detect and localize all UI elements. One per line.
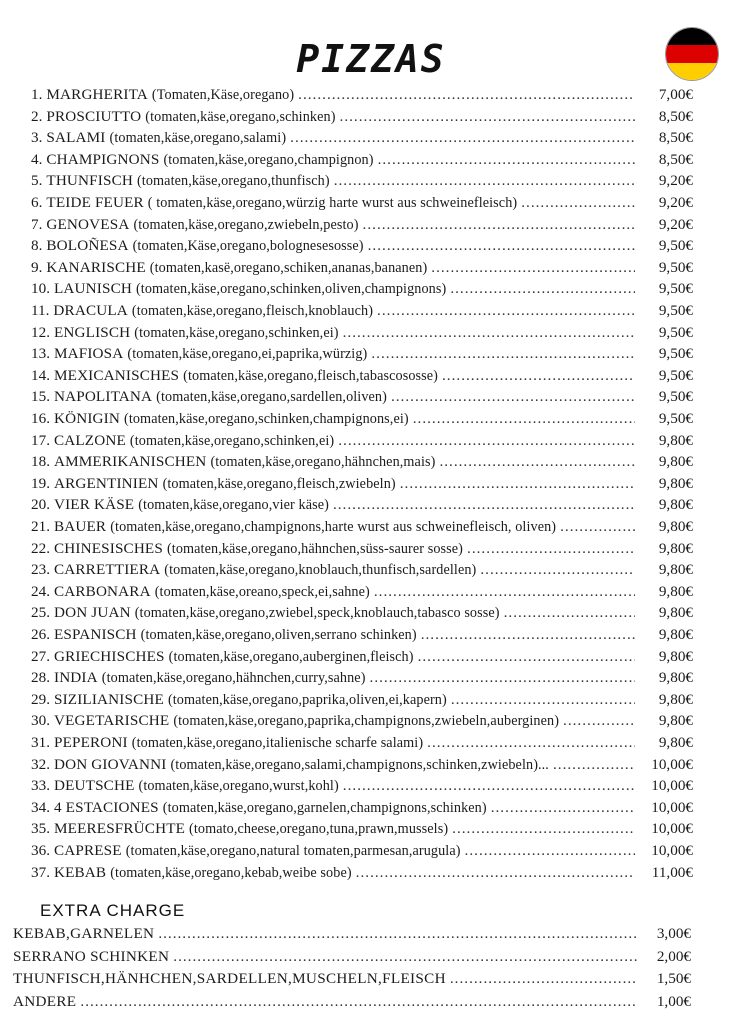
menu-item-description: (tomaten,käse,oregano,auberginen,fleisch) bbox=[168, 648, 414, 665]
dot-leader bbox=[421, 624, 635, 645]
menu-item bbox=[31, 430, 693, 451]
menu-item-number: 13. bbox=[31, 345, 50, 363]
menu-item-number: 12. bbox=[31, 323, 50, 341]
menu-item-price: 8,50€ bbox=[658, 129, 693, 147]
menu-item-name: BAUER bbox=[53, 518, 107, 535]
menu-item-price: 8,50€ bbox=[658, 107, 693, 125]
menu-item-price: 9,80€ bbox=[658, 626, 693, 643]
menu-item-price: 9,80€ bbox=[658, 647, 693, 665]
dot-leader bbox=[290, 127, 635, 148]
menu-item bbox=[31, 322, 693, 343]
menu-item-name: DON JUAN bbox=[53, 604, 131, 622]
menu-item-name: CARRETTIERA bbox=[53, 561, 161, 579]
menu-item-name: ARGENTINIEN bbox=[53, 474, 159, 492]
menu-item-name: 4 ESTACIONES bbox=[53, 798, 159, 816]
menu-item-number: 26. bbox=[31, 626, 50, 643]
extra-charge-price: 2,00€ bbox=[656, 947, 691, 965]
menu-item-description: (tomaten,käse,oregano,salami) bbox=[109, 130, 287, 147]
dot-leader bbox=[553, 754, 635, 775]
menu-item bbox=[31, 192, 693, 213]
dot-leader bbox=[338, 430, 635, 451]
menu-item-price: 10,00€ bbox=[651, 798, 693, 816]
menu-item bbox=[31, 386, 693, 407]
menu-item-number: 14. bbox=[31, 366, 50, 384]
menu-item-number: 7. bbox=[31, 215, 43, 233]
menu-item-name: AMMERIKANISCHEN bbox=[53, 453, 207, 471]
menu-item-name: DRACULA bbox=[53, 302, 128, 319]
menu-item bbox=[31, 818, 693, 839]
menu-item-number: 32. bbox=[31, 755, 50, 773]
menu-item-description: (tomaten,käse,oregano,wurst,kohl) bbox=[138, 778, 339, 795]
menu-item bbox=[31, 473, 693, 494]
menu-item bbox=[31, 149, 693, 170]
flag-stripe-red bbox=[666, 45, 718, 62]
dot-leader bbox=[377, 300, 635, 321]
menu-item-description: (tomaten,käse,oregano,champignons,harte wurst aus schweinefleisch, oliven) bbox=[110, 519, 557, 535]
menu-item bbox=[31, 106, 693, 127]
menu-item-price: 10,00€ bbox=[651, 777, 693, 795]
dot-leader bbox=[418, 646, 635, 667]
menu-item-price: 10,00€ bbox=[651, 820, 693, 838]
menu-item-number: 27. bbox=[31, 647, 50, 665]
dot-leader bbox=[343, 322, 635, 343]
menu-item-price: 9,80€ bbox=[658, 604, 693, 622]
menu-item-name: LAUNISCH bbox=[53, 280, 132, 298]
extra-charge-price: 3,00€ bbox=[656, 925, 691, 942]
menu-item-description: (tomaten,Käse,oregano,bolognesesosse) bbox=[132, 238, 364, 255]
menu-item-name: GENOVESA bbox=[46, 215, 130, 233]
menu-item-price: 9,80€ bbox=[658, 474, 693, 492]
page-title: PIZZAS bbox=[296, 37, 446, 81]
menu-item-name: ENGLISCH bbox=[53, 323, 131, 341]
menu-item-number: 31. bbox=[31, 734, 50, 751]
menu-item-price: 9,80€ bbox=[658, 712, 693, 730]
menu-item-price: 9,80€ bbox=[658, 431, 693, 449]
menu-item-name: KANARISCHE bbox=[46, 258, 146, 276]
menu-item-name: MARGHERITA bbox=[46, 86, 148, 103]
menu-item bbox=[31, 581, 693, 602]
menu-item-description: (tomaten,käse,oregano,schinken,ei) bbox=[129, 432, 335, 449]
menu-item-price: 10,00€ bbox=[651, 755, 693, 773]
menu-item bbox=[31, 602, 693, 623]
menu-item-price: 9,50€ bbox=[658, 280, 693, 298]
extra-charge-item bbox=[13, 968, 691, 990]
menu-item-name: MEERESFRÜCHTE bbox=[53, 820, 186, 838]
dot-leader bbox=[427, 732, 635, 753]
menu-item-name: CHINESISCHES bbox=[53, 539, 163, 557]
dot-leader bbox=[442, 365, 635, 386]
menu-item-description: (tomaten,käse,oregano,hähnchen,mais) bbox=[210, 454, 436, 471]
menu-item bbox=[31, 797, 693, 818]
extra-charge-item bbox=[13, 991, 691, 1013]
menu-item-price: 9,20€ bbox=[658, 194, 693, 211]
menu-item-number: 18. bbox=[31, 453, 50, 471]
menu-item-description: (tomaten,käse,oregano,sardellen,oliven) bbox=[156, 389, 387, 406]
menu-item-description: (tomaten,käse,oregano,ei,paprika,würzig) bbox=[127, 346, 368, 363]
flag-stripe-black bbox=[666, 28, 718, 45]
menu-item bbox=[31, 732, 693, 753]
menu-item-name: NAPOLITANA bbox=[53, 388, 153, 406]
menu-item-number: 1. bbox=[31, 86, 43, 103]
menu-item-price: 8,50€ bbox=[658, 150, 693, 168]
extra-charge-title: EXTRA CHARGE bbox=[40, 901, 186, 920]
menu-item-name: KEBAB bbox=[53, 863, 107, 881]
menu-item-description: (tomaten,käse,oregano,schinken,ei) bbox=[134, 324, 339, 341]
menu-item-name: THUNFISCH bbox=[46, 172, 133, 190]
extra-charge-item bbox=[13, 946, 691, 968]
menu-item-name: CALZONE bbox=[53, 431, 126, 449]
menu-item-name: TEIDE FEUER bbox=[46, 194, 144, 211]
menu-item-price: 9,80€ bbox=[658, 690, 693, 708]
germany-flag-icon bbox=[665, 27, 719, 81]
menu-item bbox=[31, 278, 693, 299]
dot-leader bbox=[371, 343, 635, 364]
menu-item bbox=[31, 343, 693, 364]
menu-item-name: CARBONARA bbox=[53, 582, 151, 600]
dot-leader bbox=[378, 149, 635, 170]
menu-item-price: 9,50€ bbox=[658, 388, 693, 406]
menu-item-price: 9,80€ bbox=[658, 496, 693, 514]
extra-charge-price: 1,50€ bbox=[656, 970, 691, 987]
menu-item bbox=[31, 624, 693, 645]
menu-item-description: (tomaten,käse,oregano,fleisch,knoblauch) bbox=[131, 303, 374, 319]
menu-item-number: 36. bbox=[31, 842, 50, 859]
extra-charge-label: THUNFISCH,HÄNHCHEN,SARDELLEN,MUSCHELN,FLEISCH bbox=[13, 970, 446, 987]
menu-item-description: (tomaten,käse,oregano,fleisch,tabascososse) bbox=[183, 367, 438, 384]
menu-item-description: (tomaten,käse,oregano,hähnchen,curry,sahne) bbox=[101, 670, 366, 687]
menu-item-price: 9,20€ bbox=[658, 215, 693, 233]
extra-charge-label: KEBAB,GARNELEN bbox=[13, 925, 155, 942]
menu-item-price: 9,80€ bbox=[658, 669, 693, 687]
menu-item-name: PEPERONI bbox=[53, 734, 128, 751]
menu-item-description: (tomaten,käse,oregano,natural tomaten,parmesan,arugula) bbox=[125, 843, 461, 859]
dot-leader bbox=[465, 840, 635, 861]
menu-item bbox=[31, 516, 693, 537]
menu-item-number: 21. bbox=[31, 518, 50, 535]
dot-leader bbox=[439, 451, 635, 472]
menu-item bbox=[31, 408, 693, 429]
menu-item-price: 10,00€ bbox=[651, 842, 693, 859]
menu-item-price: 9,50€ bbox=[658, 345, 693, 363]
menu-item-description: (Tomaten,Käse,oregano) bbox=[151, 87, 295, 103]
menu-item-name: DEUTSCHE bbox=[53, 777, 135, 795]
menu-item-number: 4. bbox=[31, 150, 43, 168]
dot-leader bbox=[340, 106, 635, 127]
dot-leader bbox=[563, 710, 635, 731]
menu-item-description: ( tomaten,käse,oregano,würzig harte wurst aus schweinefleisch) bbox=[147, 195, 518, 211]
menu-item-description: (tomaten,käse,oregano,schinken,champignons,ei) bbox=[124, 411, 409, 427]
dot-leader bbox=[343, 775, 635, 796]
dot-leader bbox=[560, 516, 635, 537]
menu-item-price: 9,50€ bbox=[658, 258, 693, 276]
menu-item-description: (tomaten,käse,oregano,oliven,serrano schinken) bbox=[140, 627, 417, 643]
menu-item-number: 11. bbox=[31, 302, 50, 319]
menu-item-price: 9,50€ bbox=[658, 302, 693, 319]
menu-item-description: (tomaten,käse,oreano,speck,ei,sahne) bbox=[154, 583, 370, 600]
menu-item-number: 33. bbox=[31, 777, 50, 795]
menu-item bbox=[31, 559, 693, 580]
menu-item-price: 9,50€ bbox=[658, 410, 693, 427]
dot-leader bbox=[374, 581, 635, 602]
menu-item-number: 30. bbox=[31, 712, 50, 730]
menu-item bbox=[31, 646, 693, 667]
dot-leader bbox=[333, 494, 635, 515]
menu-item-description: (tomaten,käse,oregano,fleisch,zwiebeln) bbox=[162, 475, 396, 492]
menu-item-name: CHAMPIGNONS bbox=[46, 150, 160, 168]
menu-item-description: (tomaten,käse,oregano,garnelen,champignons,schinken) bbox=[162, 799, 487, 816]
menu-item bbox=[31, 235, 693, 256]
menu-item-number: 6. bbox=[31, 194, 43, 211]
dot-leader bbox=[370, 667, 635, 688]
menu-item bbox=[31, 862, 693, 883]
menu-item-number: 8. bbox=[31, 237, 43, 255]
dot-leader bbox=[356, 862, 635, 883]
menu-item bbox=[31, 214, 693, 235]
menu-item-description: (tomaten,käse,oregano,kebab,weibe sobe) bbox=[110, 864, 352, 881]
dot-leader bbox=[413, 408, 635, 429]
dot-leader bbox=[521, 192, 635, 213]
menu-item-price: 11,00€ bbox=[651, 863, 693, 881]
menu-item bbox=[31, 127, 693, 148]
menu-item-number: 24. bbox=[31, 582, 50, 600]
menu-item-description: (tomaten,käse,oregano,thunfisch) bbox=[136, 173, 330, 190]
menu-item-description: (tomaten,käse,oregano,zwiebel,speck,knoblauch,tabasco sosse) bbox=[134, 605, 500, 622]
menu-item-price: 9,50€ bbox=[658, 323, 693, 341]
menu-item-description: (tomaten,kasë,oregano,schiken,ananas,bananen) bbox=[149, 259, 428, 276]
menu-item bbox=[31, 710, 693, 731]
menu-item-price: 9,80€ bbox=[658, 734, 693, 751]
dot-leader bbox=[334, 170, 635, 191]
menu-item-name: KÖNIGIN bbox=[53, 410, 120, 427]
menu-item-description: (tomaten,käse,oregano,schinken,oliven,champignons) bbox=[135, 281, 447, 298]
menu-item-number: 28. bbox=[31, 669, 50, 687]
menu-item-name: INDIA bbox=[53, 669, 98, 687]
menu-item-price: 7,00€ bbox=[658, 86, 693, 103]
menu-item-price: 9,80€ bbox=[658, 518, 693, 535]
menu-item-number: 37. bbox=[31, 863, 50, 881]
menu-item-price: 9,20€ bbox=[658, 172, 693, 190]
menu-item-name: PROSCIUTTO bbox=[46, 107, 142, 125]
dot-leader bbox=[391, 386, 635, 407]
menu-item-name: GRIECHISCHES bbox=[53, 647, 165, 665]
menu-item-price: 9,80€ bbox=[658, 561, 693, 579]
menu-item-name: ESPANISCH bbox=[53, 626, 137, 643]
menu-item-description: (tomato,cheese,oregano,tuna,prawn,mussels) bbox=[189, 821, 449, 838]
menu-item bbox=[31, 300, 693, 321]
dot-leader bbox=[363, 214, 635, 235]
menu-item-name: MEXICANISCHES bbox=[53, 366, 180, 384]
extra-charge-price: 1,00€ bbox=[656, 992, 691, 1010]
dot-leader bbox=[80, 991, 637, 1013]
menu-item-description: (tomaten,käse,oregano,champignon) bbox=[163, 151, 374, 168]
menu-item-number: 5. bbox=[31, 172, 43, 190]
dot-leader bbox=[480, 559, 635, 580]
dot-leader bbox=[467, 538, 635, 559]
menu-item-number: 10. bbox=[31, 280, 50, 298]
menu-item bbox=[31, 538, 693, 559]
menu-item-name: VEGETARISCHE bbox=[53, 712, 170, 730]
menu-item-description: (tomaten,käse,oregano,paprika,champignons,zwiebeln,auberginen) bbox=[173, 713, 560, 730]
extra-charge-label: SERRANO SCHINKEN bbox=[13, 947, 170, 965]
dot-leader bbox=[450, 968, 637, 990]
dot-leader bbox=[400, 473, 635, 494]
menu-item-number: 2. bbox=[31, 107, 43, 125]
menu-item-description: (tomaten,käse,oregano,italienische scharfe salami) bbox=[131, 735, 424, 751]
menu-item bbox=[31, 451, 693, 472]
menu-item-name: SIZILIANISCHE bbox=[53, 690, 164, 708]
dot-leader bbox=[450, 278, 635, 299]
menu-item bbox=[31, 84, 693, 105]
menu-item-number: 15. bbox=[31, 388, 50, 406]
menu-item bbox=[31, 170, 693, 191]
extra-charge-item bbox=[13, 923, 691, 945]
menu-item-number: 19. bbox=[31, 474, 50, 492]
dot-leader bbox=[431, 257, 635, 278]
menu-item-number: 35. bbox=[31, 820, 50, 838]
menu-item-number: 9. bbox=[31, 258, 43, 276]
menu-item-description: (tomaten,käse,oregano,zwiebeln,pesto) bbox=[133, 216, 359, 233]
menu-item-number: 25. bbox=[31, 604, 50, 622]
menu-item-price: 9,80€ bbox=[658, 539, 693, 557]
dot-leader bbox=[368, 235, 635, 256]
menu-item-number: 23. bbox=[31, 561, 50, 579]
menu-item-name: BOLOÑESA bbox=[46, 237, 129, 255]
menu-item-description: (tomaten,käse,oregano,salami,champignons,schinken,zwiebeln)... bbox=[170, 756, 549, 773]
dot-leader bbox=[451, 689, 635, 710]
menu-item bbox=[31, 775, 693, 796]
menu-item bbox=[31, 689, 693, 710]
dot-leader bbox=[504, 602, 635, 623]
menu-item-number: 16. bbox=[31, 410, 50, 427]
menu-item-number: 22. bbox=[31, 539, 50, 557]
menu-item-price: 9,80€ bbox=[658, 582, 693, 600]
menu-item bbox=[31, 840, 693, 861]
dot-leader bbox=[298, 84, 635, 105]
menu-item-price: 9,80€ bbox=[658, 453, 693, 471]
menu-item-number: 17. bbox=[31, 431, 50, 449]
extra-charge-label: ANDERE bbox=[13, 992, 77, 1010]
menu-item-number: 34. bbox=[31, 798, 50, 816]
dot-leader bbox=[452, 818, 635, 839]
dot-leader bbox=[173, 946, 637, 968]
menu-item-description: (tomaten,käse,oregano,paprika,oliven,ei,kapern) bbox=[167, 691, 447, 708]
menu-item bbox=[31, 494, 693, 515]
menu-item-number: 20. bbox=[31, 496, 50, 514]
menu-item-description: (tomaten,käse,oregano,schinken) bbox=[145, 108, 336, 125]
menu-item-description: (tomaten,käse,oregano,hähnchen,süss-saurer sosse) bbox=[166, 540, 464, 557]
menu-item-name: MAFIOSA bbox=[53, 345, 124, 363]
dot-leader bbox=[158, 923, 637, 945]
menu-item-price: 9,50€ bbox=[658, 237, 693, 255]
menu-item-description: (tomaten,käse,oregano,knoblauch,thunfisch,sardellen) bbox=[164, 562, 477, 579]
menu-item bbox=[31, 257, 693, 278]
menu-item-name: VIER KÄSE bbox=[53, 496, 135, 514]
menu-item bbox=[31, 365, 693, 386]
menu-item-price: 9,50€ bbox=[658, 366, 693, 384]
menu-item bbox=[31, 754, 693, 775]
menu-item-name: CAPRESE bbox=[53, 842, 122, 859]
menu-item-description: (tomaten,käse,oregano,vier käse) bbox=[138, 497, 329, 514]
menu-item-name: DON GIOVANNI bbox=[53, 755, 167, 773]
menu-item bbox=[31, 667, 693, 688]
menu-item-number: 29. bbox=[31, 690, 50, 708]
menu-item-number: 3. bbox=[31, 129, 43, 147]
dot-leader bbox=[491, 797, 635, 818]
menu-item-name: SALAMI bbox=[46, 129, 106, 147]
